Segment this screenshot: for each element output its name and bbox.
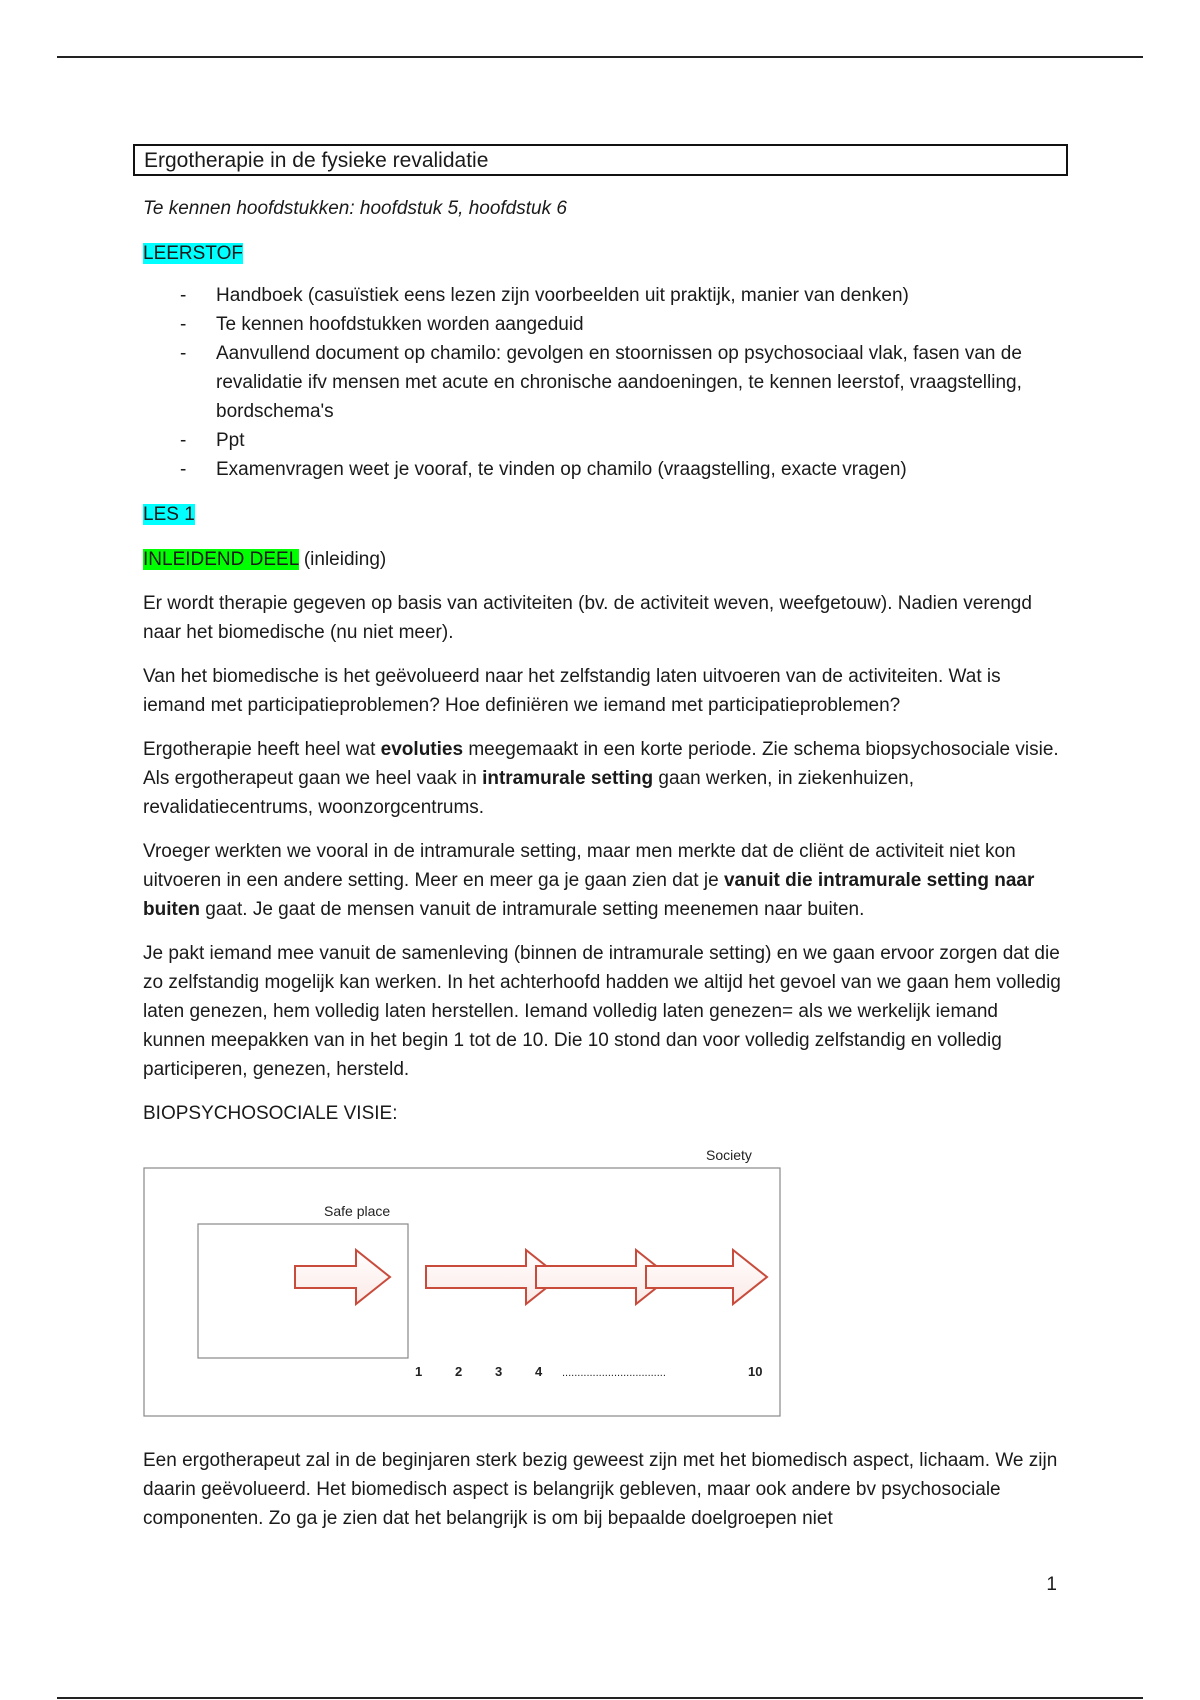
paragraph (143, 735, 1063, 822)
chapters-subtitle: Te kennen hoofdstukken: hoofdstuk 5, hoofdstuk 6 (143, 198, 567, 219)
step-label: 2 (455, 1364, 463, 1379)
leerstof-line (143, 239, 1063, 268)
document-page (143, 144, 1063, 1533)
text-run: meegemaakt in een korte periode. Zie schema biopsychosociale visie. Als ergotherapeut gaan we heel vaak in (143, 739, 1059, 789)
bold-run: vanuit die intramurale setting naar buiten (143, 870, 1035, 920)
list-item: - Examenvragen weet je vooraf, te vinden op chamilo (vraagstelling, exacte vragen) (143, 455, 1063, 484)
list-item: - Aanvullend document op chamilo: gevolgen en stoornissen op psychosociaal vlak, fasen van de revalidatie ifv mensen met acute en chronische aandoeningen, te kennen leerstof, vraagstelling, bordschema's (143, 339, 1063, 426)
text-run: Vroeger werkten we vooral in de intramurale setting, maar men merkte dat de cliënt de activiteit niet kon uitvoeren in een andere setting. Meer en meer ga je gaan zien dat je (143, 841, 1016, 891)
inleidend-rest: (inleiding) (298, 549, 387, 570)
page-number: 1 (1046, 1574, 1057, 1595)
step-label: 4 (535, 1364, 543, 1379)
step-label: 10 (748, 1364, 763, 1379)
step-dots: .................................. (562, 1367, 666, 1379)
list-item: - Te kennen hoofdstukken worden aangeduid (143, 310, 1063, 339)
list-item: - Ppt (143, 426, 1063, 455)
paragraph: Van het biomedische is het geëvolueerd naar het zelfstandig laten uitvoeren van de activiteiten. Wat is iemand met participatieproblemen? Hoe definiëren we iemand met participatieproblemen? (143, 666, 1001, 716)
safe-place-frame (198, 1224, 408, 1358)
biopsychosocial-diagram (143, 1138, 803, 1428)
text-run: gaat. Je gaat de mensen vanuit de intramurale setting meenemen naar buiten. (200, 899, 865, 920)
list-item: - Handboek (casuïstiek eens lezen zijn voorbeelden uit praktijk, manier van denken) (143, 281, 1063, 310)
les-line (143, 500, 1063, 529)
arrow-icon (646, 1250, 767, 1304)
leerstof-tag: LEERSTOF (143, 243, 243, 264)
paragraph (143, 837, 1063, 924)
text-run: gaan werken, in ziekenhuizen, revalidatiecentrums, woonzorgcentrums. (143, 768, 914, 818)
document-title: Ergotherapie in de fysieke revalidatie (133, 144, 1068, 176)
inleidend-tag: INLEIDEND DEEL (143, 549, 299, 570)
arrow-group (295, 1250, 767, 1304)
les-tag: LES 1 (143, 504, 195, 525)
step-label: 1 (415, 1364, 423, 1379)
inleidend-line (143, 545, 1063, 574)
paragraph: Je pakt iemand mee vanuit de samenleving (binnen de intramurale setting) en we gaan ervoor zorgen dat die zo zelfstandig mogelijk kan werken. In het achterhoofd hadden we altijd het gevoel van we gaan hem volledig laten genezen, hem volledig laten herstellen. Iemand volledig laten genezen= als we werkelijk iemand kunnen meepakken van in het begin 1 tot de 10. Die 10 stond dan voor volledig zelfstandig en volledig participeren, genezen, hersteld. (143, 943, 1061, 1080)
header-rule (57, 56, 1143, 58)
diagram-svg (143, 1138, 803, 1428)
paragraph: Een ergotherapeut zal in de beginjaren sterk bezig geweest zijn met het biomedisch aspect, lichaam. We zijn daarin geëvolueerd. Het biomedisch aspect is belangrijk gebleven, maar ook andere bv psychosociale componenten. Zo ga je zien dat het belangrijk is om bij bepaalde doelgroepen niet (143, 1450, 1058, 1529)
leerstof-list (143, 281, 1063, 484)
society-label: Society (706, 1147, 752, 1163)
arrow-icon (295, 1250, 390, 1304)
paragraph: Er wordt therapie gegeven op basis van activiteiten (bv. de activiteit weven, weefgetouw). Nadien verengd naar het biomedische (nu niet meer). (143, 593, 1032, 643)
step-label: 3 (495, 1364, 503, 1379)
safe-place-label: Safe place (324, 1203, 391, 1219)
bold-run: evoluties (380, 739, 464, 760)
bold-run: intramurale setting (482, 768, 654, 789)
footer-rule (57, 1697, 1143, 1699)
section-heading: BIOPSYCHOSOCIALE VISIE: (143, 1103, 398, 1124)
text-run: Ergotherapie heeft heel wat (143, 739, 381, 760)
